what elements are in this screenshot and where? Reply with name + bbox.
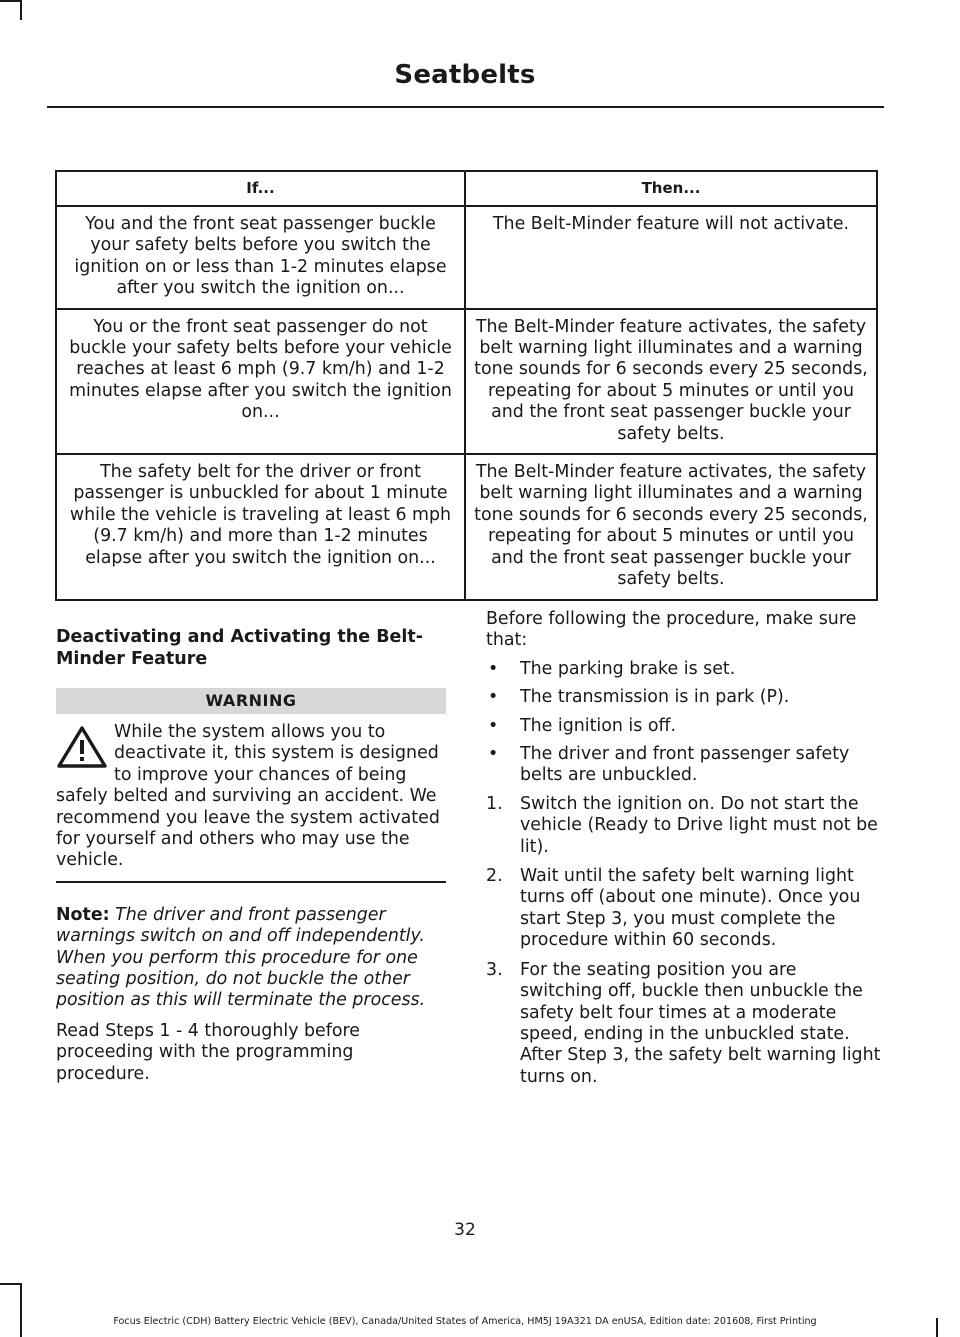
table-cell-if: You or the front seat passenger do not buckle your safety belts before your vehicle reaches at least 6 mph (9.7 km/h) and 1-2 minutes elapse after you switch the ignition on... [56,309,465,454]
footer: Focus Electric (CDH) Battery Electric Vehicle (BEV), Canada/United States of America, HM5J 19A321 DA enUSA, Edition date: 201608, First Printing [113,1316,817,1327]
left-column [56,626,446,1085]
table-row [56,309,877,454]
warning-rule [56,881,446,883]
list-item: • The driver and front passenger safety belts are unbuckled. [488,744,850,786]
bullet-marker: • [488,715,499,736]
table-header-if: If... [56,171,465,206]
belt-minder-table [55,170,878,601]
table-cell-then: The Belt-Minder feature will not activate. [465,206,877,309]
table-cell-if: You and the front seat passenger buckle your safety belts before you switch the ignition on or less than 1-2 minutes elapse after you switch the ignition on... [56,206,465,309]
table-cell-if: The safety belt for the driver or front passenger is unbuckled for about 1 minute while the vehicle is traveling at least 6 mph (9.7 km/h) and more than 1-2 minutes elapse after you switch the ignition on... [56,454,465,599]
section-heading: Deactivating and Activating the Belt-Minder Feature [56,627,424,669]
page-title: Seatbelts [394,60,536,90]
header-rule [47,106,884,108]
table-header-then: Then... [465,171,877,206]
bullet-marker: • [488,658,499,679]
bullet-marker: • [488,744,499,765]
step-number: 2. [486,866,503,887]
right-column [486,609,882,1096]
list-item: • The ignition is off. [488,715,677,736]
read-steps-paragraph: Read Steps 1 - 4 thoroughly before proceeding with the programming procedure. [56,1020,360,1084]
table-row [56,206,877,309]
list-item: • The transmission is in park (P). [488,687,790,708]
procedure-intro: Before following the procedure, make sure that: [486,609,857,651]
warning-triangle-icon [56,724,108,770]
table-header-row [56,171,877,206]
crop-mark-bottom-left [0,1283,20,1285]
bullet-marker: • [488,687,499,708]
crop-mark-top-left-vertical [20,0,22,20]
crop-mark-bottom-right-vertical [936,1318,938,1337]
list-item: • The parking brake is set. [488,658,736,679]
warning-box [56,722,446,872]
step-item: 3. For the seating position you are switching off, buckle then unbuckle the safety belt four times at a moderate speed, ending in the unbuckled state. After Step 3, the safety belt warning light turns on. [486,959,881,1087]
precondition-list [486,659,882,787]
page-number: 32 [454,1220,476,1240]
note [56,905,446,1012]
table-cell-then: The Belt-Minder feature activates, the safety belt warning light illuminates and a warning tone sounds for 6 seconds every 25 seconds, repeating for about 5 minutes or until you and the front seat passenger buckle your safety belts. [465,309,877,454]
step-item: 2. Wait until the safety belt warning light turns off (about one minute). Once you start Step 3, you must complete the procedure within 60 seconds. [486,866,861,951]
warning-text: While the system allows you to deactivate it, this system is designed to improve your chances of being safely belted and surviving an accident. We recommend you leave the system activated for yourself and others who may use the vehicle. [56,722,440,871]
step-number: 1. [486,793,503,814]
note-label: Note: [56,904,110,925]
warning-label: WARNING [56,688,446,714]
note-text: The driver and front passenger warnings switch on and off independently. When you perform this procedure for one seating position, do not buckle the other position as this will terminate the process. [56,904,426,1011]
step-item: 1. Switch the ignition on. Do not start the vehicle (Ready to Drive light must not be lit). [486,793,878,857]
table-row [56,454,877,599]
procedure-steps [486,794,882,1088]
step-number: 3. [486,959,503,980]
crop-mark-top-left [0,0,20,2]
table-cell-then: The Belt-Minder feature activates, the safety belt warning light illuminates and a warning tone sounds for 6 seconds every 25 seconds, repeating for about 5 minutes or until you and the front seat passenger buckle your safety belts. [465,454,877,599]
crop-mark-bottom-left-vertical [20,1283,22,1337]
